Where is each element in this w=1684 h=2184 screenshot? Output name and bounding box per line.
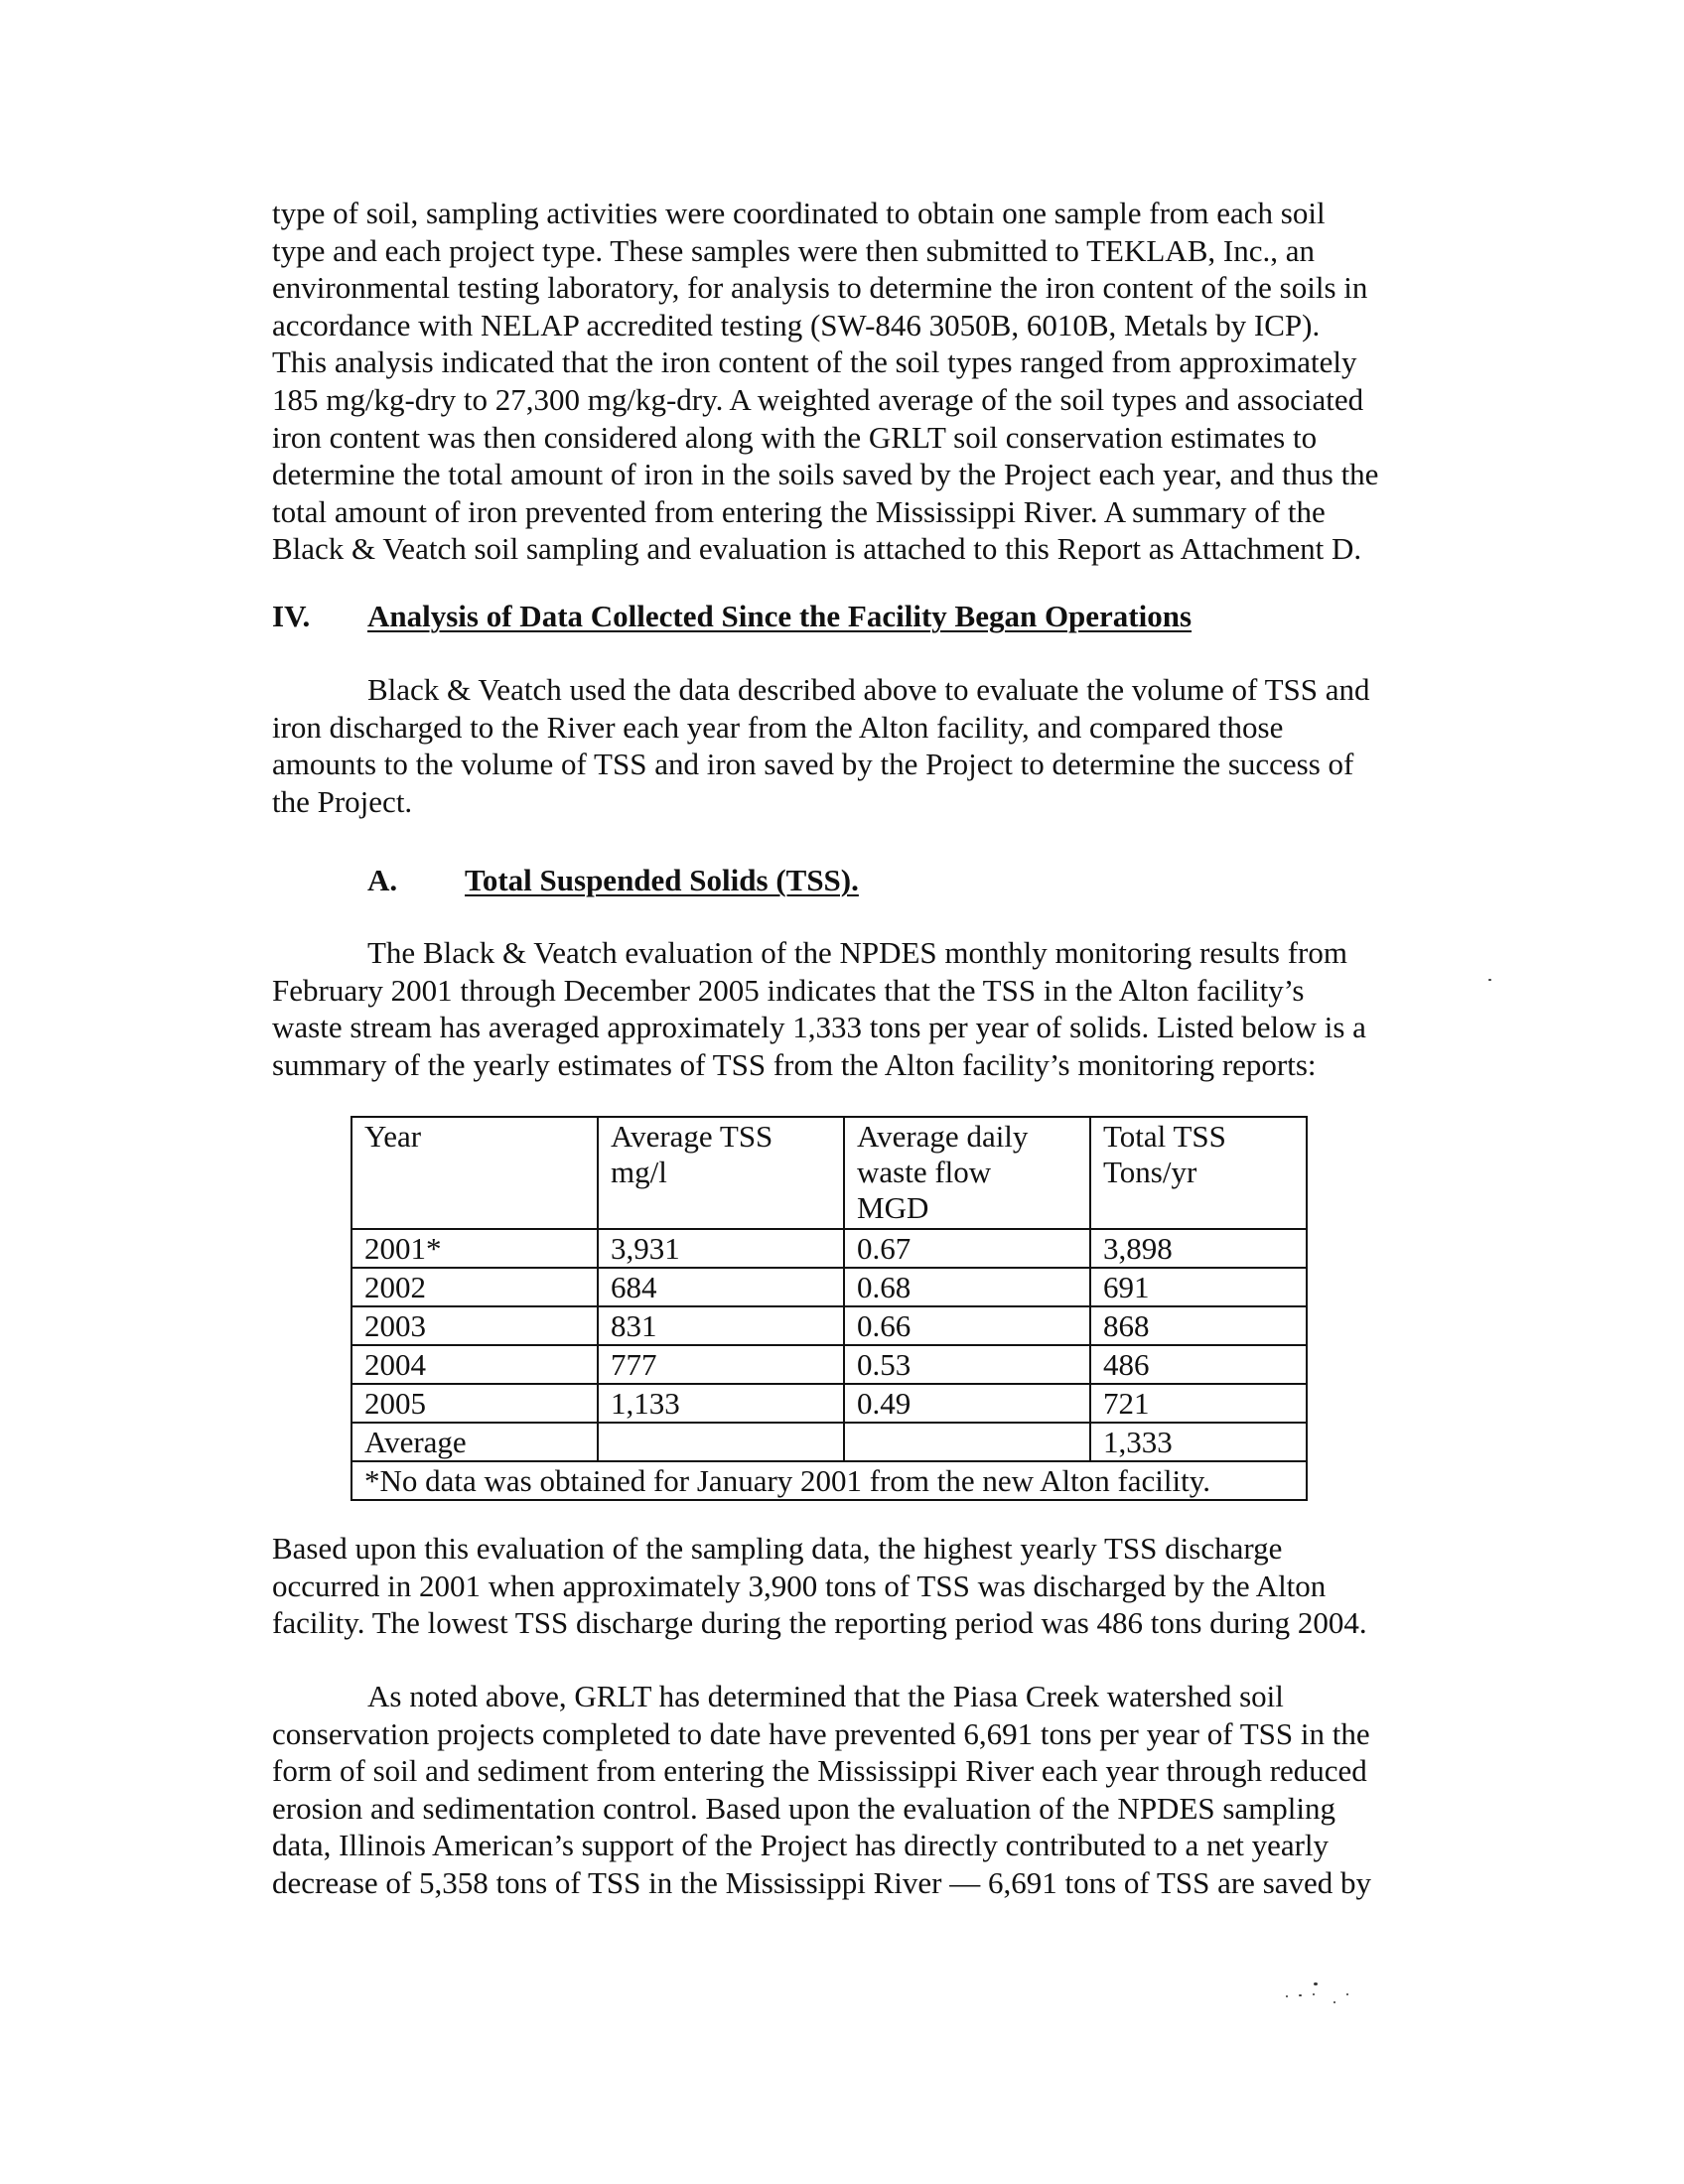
header-cell-average-tss <box>598 1117 844 1229</box>
cell-average-tss: 831 <box>598 1306 844 1345</box>
header-text: Tons/yr <box>1103 1155 1197 1189</box>
table-footnote-row <box>351 1461 1307 1500</box>
table-row <box>351 1345 1307 1384</box>
text-line: summary of the yearly estimates of TSS from the Alton facility’s monitoring reports: <box>272 1046 1317 1082</box>
text-line: iron content was then considered along with the GRLT soil conservation estimates to <box>272 419 1318 455</box>
cell-year: 2005 <box>351 1384 598 1423</box>
table-row <box>351 1268 1307 1306</box>
header-cell-year <box>351 1117 598 1229</box>
section-iv-paragraph <box>272 671 1444 820</box>
text-line: occurred in 2001 when approximately 3,900 tons of TSS was discharged by the Alton <box>272 1568 1327 1603</box>
text-line: conservation projects completed to date have prevented 6,691 tons per year of TSS in the <box>272 1715 1370 1751</box>
text-line: accordance with NELAP accredited testing (SW-846 3050B, 6010B, Metals by ICP). <box>272 307 1321 342</box>
text-line: data, Illinois American’s support of the Project has directly contributed to a net yearly <box>272 1828 1330 1863</box>
text-line: amounts to the volume of TSS and iron saved by the Project to determine the success of <box>272 747 1354 782</box>
text-line: type of soil, sampling activities were coordinated to obtain one sample from each soil <box>272 196 1326 230</box>
cell-average-tss: 684 <box>598 1268 844 1306</box>
npdes-paragraph <box>272 934 1444 1083</box>
subsection-number: A. <box>367 863 398 897</box>
table-row-average <box>351 1423 1307 1461</box>
cell-average-tss: 3,931 <box>598 1229 844 1268</box>
cell-flow: 0.53 <box>844 1345 1090 1384</box>
scan-speck <box>1314 1982 1318 1985</box>
scan-speck <box>1286 1995 1288 1997</box>
table-row <box>351 1306 1307 1345</box>
table-row <box>351 1384 1307 1423</box>
scan-speck <box>1346 1993 1348 1995</box>
text-line: determine the total amount of iron in the soils saved by the Project each year, and thus the <box>272 457 1379 492</box>
header-cell-average-daily-flow <box>844 1117 1090 1229</box>
cell-year: 2004 <box>351 1345 598 1384</box>
text-line: iron discharged to the River each year from the Alton facility, and compared those <box>272 709 1284 745</box>
cell-year: 2003 <box>351 1306 598 1345</box>
scan-speck <box>1488 979 1491 981</box>
header-text: Total TSS <box>1103 1119 1226 1154</box>
table-row <box>351 1229 1307 1268</box>
cell-total-tss: 3,898 <box>1090 1229 1307 1268</box>
section-title: Analysis of Data Collected Since the Facility Began Operations <box>367 599 1193 633</box>
subsection-title: Total Suspended Solids (TSS). <box>465 863 859 897</box>
text-line: This analysis indicated that the iron content of the soil types ranged from approximately <box>272 344 1357 380</box>
text-line: 185 mg/kg-dry to 27,300 mg/kg-dry. A weighted average of the soil types and associated <box>272 381 1364 417</box>
text-line: February 2001 through December 2005 indicates that the TSS in the Alton facility’s <box>272 972 1305 1008</box>
scan-speck <box>1299 1994 1302 1996</box>
text-line: total amount of iron prevented from entering the Mississippi River. A summary of the <box>272 493 1326 529</box>
header-text: Year <box>364 1119 422 1154</box>
cell-flow <box>844 1423 1090 1461</box>
cell-flow: 0.67 <box>844 1229 1090 1268</box>
header-text: Average TSS <box>611 1119 773 1154</box>
cell-flow: 0.49 <box>844 1384 1090 1423</box>
text-line: waste stream has averaged approximately 1,333 tons per year of solids. Listed below is a <box>272 1010 1366 1045</box>
table-footnote: *No data was obtained for January 2001 from the new Alton facility. <box>351 1461 1307 1500</box>
header-cell-total-tss <box>1090 1117 1307 1229</box>
header-text: mg/l <box>611 1155 667 1189</box>
header-text: waste flow <box>857 1155 992 1189</box>
cell-total-tss: 691 <box>1090 1268 1307 1306</box>
text-line: As noted above, GRLT has determined that the Piasa Creek watershed soil <box>367 1679 1284 1713</box>
text-line: form of soil and sediment from entering the Mississippi River each year through reduced <box>272 1753 1367 1789</box>
evaluation-paragraph <box>272 1530 1444 1642</box>
cell-total-tss: 721 <box>1090 1384 1307 1423</box>
grlt-paragraph <box>272 1678 1444 1902</box>
tss-summary-table <box>351 1116 1308 1501</box>
text-line: decrease of 5,358 tons of TSS in the Mississippi River — 6,691 tons of TSS are saved by <box>272 1864 1372 1900</box>
text-line: facility. The lowest TSS discharge during the reporting period was 486 tons during 2004. <box>272 1605 1367 1641</box>
scan-speck <box>1333 2001 1335 2003</box>
cell-total-tss: 1,333 <box>1090 1423 1307 1461</box>
cell-average-tss: 777 <box>598 1345 844 1384</box>
intro-paragraph <box>272 195 1444 568</box>
subsection-a-heading <box>367 862 859 898</box>
table-header-row <box>351 1117 1307 1229</box>
cell-flow: 0.68 <box>844 1268 1090 1306</box>
section-number: IV. <box>272 599 311 633</box>
header-text: Average daily <box>857 1119 1029 1154</box>
cell-year: 2002 <box>351 1268 598 1306</box>
text-line: erosion and sedimentation control. Based upon the evaluation of the NPDES sampling <box>272 1790 1336 1826</box>
cell-total-tss: 868 <box>1090 1306 1307 1345</box>
cell-average-tss <box>598 1423 844 1461</box>
text-line: environmental testing laboratory, for analysis to determine the iron content of the soils in <box>272 270 1368 306</box>
cell-flow: 0.66 <box>844 1306 1090 1345</box>
text-line: The Black & Veatch evaluation of the NPDES monthly monitoring results from <box>367 935 1347 970</box>
text-line: Black & Veatch used the data described above to evaluate the volume of TSS and <box>367 672 1370 707</box>
cell-average-tss: 1,133 <box>598 1384 844 1423</box>
text-line: the Project. <box>272 783 413 819</box>
cell-year: Average <box>351 1423 598 1461</box>
section-iv-heading <box>272 598 1192 634</box>
text-line: type and each project type. These samples were then submitted to TEKLAB, Inc., an <box>272 232 1315 268</box>
scan-speck <box>1313 1993 1315 1995</box>
cell-year: 2001* <box>351 1229 598 1268</box>
header-text: MGD <box>857 1190 929 1225</box>
cell-total-tss: 486 <box>1090 1345 1307 1384</box>
text-line: Black & Veatch soil sampling and evaluation is attached to this Report as Attachment D. <box>272 531 1362 567</box>
text-line: Based upon this evaluation of the sampling data, the highest yearly TSS discharge <box>272 1531 1283 1566</box>
